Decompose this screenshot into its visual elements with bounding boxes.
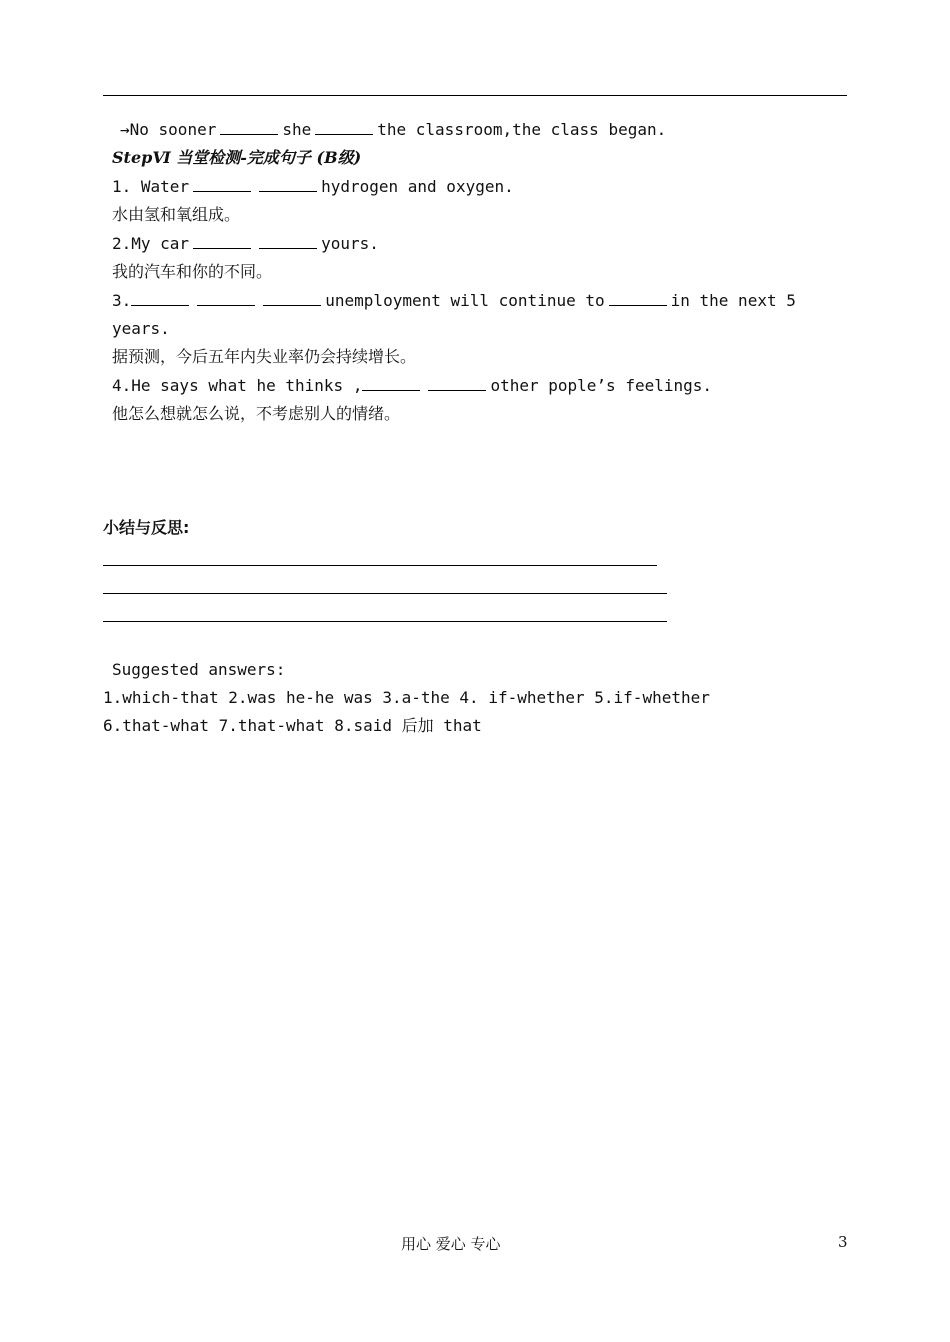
answer-blank[interactable] [428,374,486,391]
answers-line-1: 1.which-that 2.was he-he was 3.a-the 4. if-whether 5.if-whether [103,688,710,707]
exercise-3-wrap: years. [112,319,170,338]
answers-title: Suggested answers: [112,660,286,679]
answer-blank[interactable] [193,232,251,249]
arrow-icon: → [120,120,130,139]
answer-blank[interactable] [315,118,373,135]
answer-blank[interactable] [220,118,278,135]
answer-blank[interactable] [193,175,251,192]
step-heading: StepⅥ 当堂检测-完成句子 (B级) [112,148,362,167]
page-number: 3 [838,1233,848,1251]
exercise-2-translation: 我的汽车和你的不同。 [112,262,273,281]
answer-blank[interactable] [362,374,420,391]
answer-blank[interactable] [259,175,317,192]
answer-blank[interactable] [263,289,321,306]
footer-motto: 用心 爱心 专心 [401,1235,501,1253]
answer-blank[interactable] [609,289,667,306]
answer-blank[interactable] [259,232,317,249]
header-rule [103,95,847,96]
exercise-4: 4.He says what he thinks , other pople’s feelings. [112,376,713,395]
exercise-2: 2.My car yours. [112,234,379,253]
summary-title: 小结与反思: [103,518,190,537]
exercise-4-translation: 他怎么想就怎么说，不考虑别人的情绪。 [112,404,401,423]
exercise-1-translation: 水由氢和氧组成。 [112,205,241,224]
summary-line[interactable] [103,621,667,622]
exercise-1: 1. Water hydrogen and oxygen. [112,177,514,196]
exercise-3-translation: 据预测，今后五年内失业率仍会持续增长。 [112,347,417,366]
answers-line-2: 6.that-what 7.that-what 8.said 后加 that [103,716,482,735]
summary-line[interactable] [103,565,657,566]
rewrite-sentence: →No sooner she the classroom,the class began. [120,120,667,139]
answer-blank[interactable] [197,289,255,306]
answer-blank[interactable] [131,289,189,306]
exercise-3: 3. unemployment will continue to in the next 5 [112,291,796,310]
summary-line[interactable] [103,593,667,594]
